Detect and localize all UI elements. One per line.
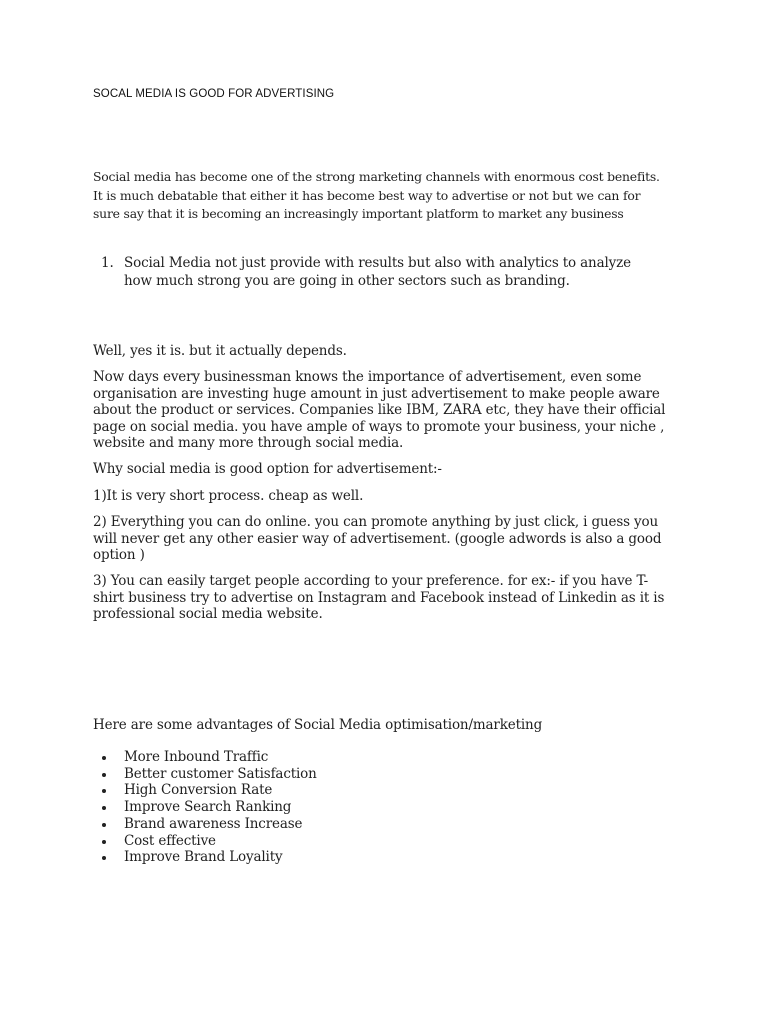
body-paragraph — [93, 573, 683, 622]
bullet-icon — [93, 833, 124, 850]
list-item-text: Improve Brand Loyality — [124, 849, 283, 866]
document-title: SOCAL MEDIA IS GOOD FOR ADVERTISING — [93, 88, 335, 100]
advantages-list — [93, 749, 683, 866]
list-item-text: Better customer Satisfaction — [124, 765, 317, 782]
body-line: organisation are investing huge amount in just advertisement to make people aware — [93, 385, 660, 402]
list-item — [93, 766, 683, 783]
list-item-text: Brand awareness Increase — [124, 815, 303, 832]
advantages-heading: Here are some advantages of Social Media optimisation/marketing — [93, 717, 543, 733]
body-line: will never get any other easier way of advertisement. (google adwords is also a good — [93, 530, 662, 547]
list-item — [93, 782, 683, 799]
list-item-text: High Conversion Rate — [124, 782, 273, 799]
body-paragraph — [93, 514, 683, 563]
list-item — [93, 849, 683, 866]
numbered-list-item — [93, 255, 683, 290]
body-paragraph — [93, 343, 683, 359]
body-line: 1)It is very short process. cheap as well. — [93, 487, 364, 504]
body-line: option ) — [93, 547, 145, 564]
list-item-text: Improve Search Ranking — [124, 799, 292, 816]
bullet-icon — [93, 799, 124, 816]
body-line: page on social media. you have ample of ways to promote your business, your niche , — [93, 418, 665, 435]
body-line: about the product or services. Companies like IBM, ZARA etc, they have their official — [93, 402, 666, 419]
bullet-icon — [93, 849, 124, 866]
numbered-list — [93, 255, 683, 290]
body-line: 3) You can easily target people according to your preference. for ex:- if you have T- — [93, 573, 649, 590]
intro-line: Social media has become one of the strong marketing channels with enormous cost benefits. — [93, 169, 660, 184]
bullet-icon — [93, 782, 124, 799]
list-item-text: More Inbound Traffic — [124, 749, 269, 765]
bullet-icon — [93, 816, 124, 833]
list-item-line: Social Media not just provide with results but also with analytics to analyze — [124, 255, 631, 271]
intro-line: sure say that it is becoming an increasingly important platform to market any business — [93, 206, 624, 221]
body-line: website and many more through social media. — [93, 435, 404, 452]
intro-paragraph — [93, 168, 693, 224]
list-item-text — [124, 255, 631, 290]
body-paragraph — [93, 369, 683, 451]
list-item — [93, 816, 683, 833]
body-paragraph — [93, 488, 683, 504]
body-text — [93, 343, 683, 633]
list-item-line: how much strong you are going in other sectors such as branding. — [124, 272, 570, 289]
bullet-icon — [93, 749, 124, 766]
body-paragraph — [93, 461, 683, 477]
list-item-text: Cost effective — [124, 832, 216, 849]
body-line: Why social media is good option for advertisement:- — [93, 461, 442, 478]
bullet-icon — [93, 766, 124, 783]
list-number: 1. — [101, 255, 114, 271]
list-item — [93, 799, 683, 816]
intro-line: It is much debatable that either it has become best way to advertise or not but we can for — [93, 187, 641, 203]
body-line: Now days every businessman knows the importance of advertisement, even some — [93, 369, 642, 386]
body-line: 2) Everything you can do online. you can promote anything by just click, i guess you — [93, 514, 659, 531]
body-line: professional social media website. — [93, 606, 323, 623]
body-line: Well, yes it is. but it actually depends. — [93, 343, 347, 359]
list-item — [93, 833, 683, 850]
body-line: shirt business try to advertise on Instagram and Facebook instead of Linkedin as it is — [93, 589, 665, 606]
list-item — [93, 749, 683, 766]
